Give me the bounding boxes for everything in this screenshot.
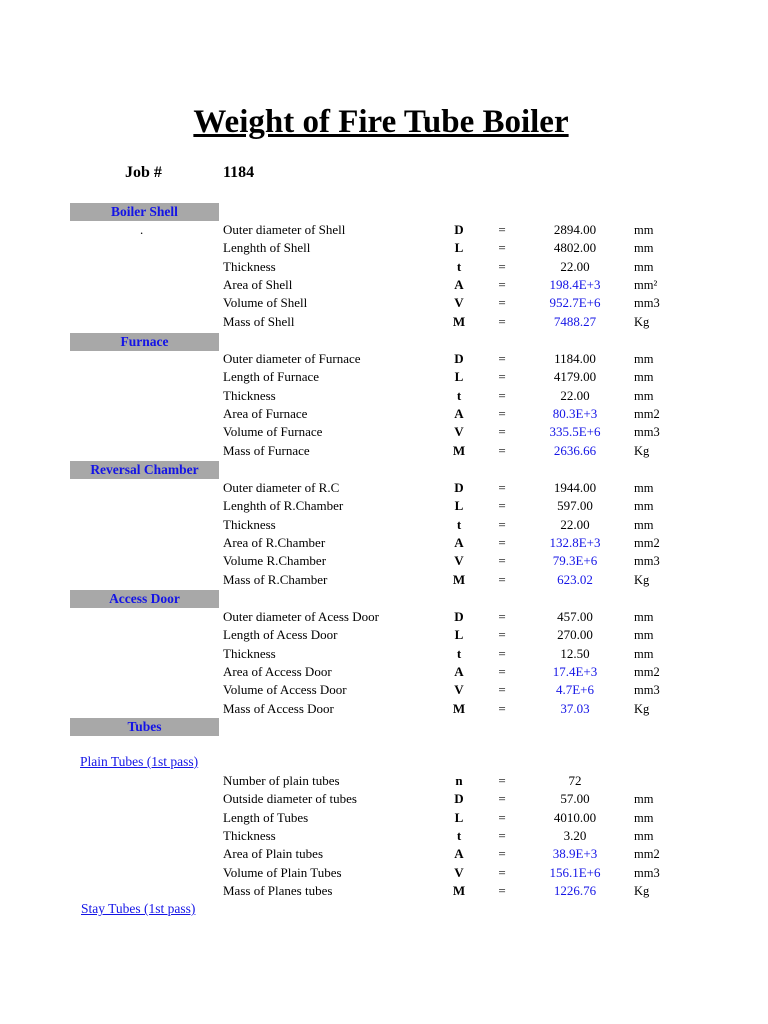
row-symbol: L: [454, 809, 464, 825]
row-value: 79.3E+6: [552, 553, 598, 569]
row-unit: mm: [634, 370, 654, 385]
row-symbol: L: [454, 498, 464, 514]
row-description: Outside diameter of tubes: [223, 791, 357, 807]
row-equals: =: [498, 864, 506, 880]
data-row: [0, 608, 768, 626]
row-equals: =: [498, 609, 506, 624]
row-symbol: t: [456, 516, 462, 532]
data-row: [0, 790, 768, 808]
section-header-boiler-shell: Boiler Shell: [70, 203, 219, 221]
row-description: Volume of Shell: [223, 295, 308, 311]
row-equals: =: [498, 480, 506, 495]
row-value: 156.1E+6: [549, 864, 601, 880]
row-value: 952.7E+6: [549, 295, 601, 311]
row-value: 132.8E+3: [549, 534, 601, 550]
row-description: Volume R.Chamber: [223, 553, 327, 569]
row-description: Volume of Plain Tubes: [223, 864, 342, 880]
row-description: Length of Acess Door: [223, 627, 338, 643]
row-value: 57.00: [560, 791, 590, 807]
row-equals: =: [498, 387, 506, 403]
row-equals: =: [498, 240, 506, 256]
row-description: Volume of Access Door: [223, 682, 347, 698]
row-equals: =: [498, 498, 506, 514]
row-symbol: t: [456, 827, 462, 843]
row-symbol: V: [454, 682, 464, 698]
row-description: Outer diameter of Shell: [223, 222, 346, 237]
row-equals: =: [498, 424, 506, 440]
row-equals: =: [498, 516, 506, 532]
row-symbol: M: [452, 700, 466, 716]
row-equals: =: [498, 351, 506, 366]
row-symbol: M: [452, 571, 466, 587]
row-equals: =: [498, 222, 506, 237]
row-symbol: D: [454, 609, 464, 624]
row-value: 4802.00: [553, 240, 597, 256]
data-row: [0, 571, 768, 589]
row-symbol: D: [454, 351, 464, 366]
page-title: Weight of Fire Tube Boiler: [193, 104, 569, 140]
data-row: [0, 845, 768, 863]
row-unit: mm: [634, 388, 654, 403]
row-description: Area of Furnace: [223, 405, 308, 421]
section-header-tubes: Tubes: [70, 718, 219, 736]
row-unit: mm: [634, 259, 654, 274]
row-equals: =: [498, 276, 506, 292]
data-row: [0, 313, 768, 331]
data-row: [0, 405, 768, 423]
stay-tubes-link[interactable]: Stay Tubes (1st pass): [81, 901, 196, 916]
row-equals: =: [498, 295, 506, 311]
row-description: Thickness: [223, 516, 276, 532]
row-value: 597.00: [557, 498, 593, 514]
row-unit: mm3: [634, 296, 660, 311]
row-unit: mm: [634, 241, 654, 256]
row-value: 22.00: [560, 258, 590, 274]
row-unit: mm: [634, 610, 654, 624]
row-unit: Kg: [634, 314, 650, 329]
data-row: [0, 294, 768, 312]
row-unit: Kg: [634, 701, 650, 716]
row-unit: mm: [634, 499, 654, 514]
row-symbol: A: [454, 276, 464, 292]
section-header-reversal-chamber: Reversal Chamber: [70, 461, 219, 479]
row-description: Lenghth of R.Chamber: [223, 498, 344, 514]
row-unit: Kg: [634, 443, 650, 458]
row-equals: =: [498, 553, 506, 569]
row-equals: =: [498, 571, 506, 587]
row-symbol: M: [452, 313, 466, 329]
data-row: [0, 864, 768, 882]
row-value: 623.02: [557, 571, 593, 587]
row-value: 1944.00: [553, 480, 597, 495]
row-description: Area of Plain tubes: [223, 846, 324, 862]
row-symbol: A: [454, 405, 464, 421]
data-row: [0, 882, 768, 900]
row-symbol: M: [452, 882, 466, 898]
row-unit: mm3: [634, 865, 660, 880]
row-equals: =: [498, 827, 506, 843]
data-row: [0, 772, 768, 790]
row-description: Outer diameter of Furnace: [223, 351, 361, 366]
row-equals: =: [498, 846, 506, 862]
row-unit: mm2: [634, 535, 660, 550]
row-value: 22.00: [560, 387, 590, 403]
row-description: Volume of Furnace: [223, 424, 323, 440]
data-row: [0, 387, 768, 405]
row-unit: mm3: [634, 554, 660, 569]
row-description: Mass of Planes tubes: [223, 882, 333, 898]
row-unit: mm: [634, 646, 654, 661]
job-number: 1184: [223, 164, 255, 181]
row-symbol: V: [454, 864, 464, 880]
row-value: 3.20: [563, 827, 587, 843]
data-row: [0, 663, 768, 681]
data-row: [0, 368, 768, 386]
row-description: Thickness: [223, 827, 276, 843]
row-description: Area of Shell: [223, 276, 293, 292]
row-value: 38.9E+3: [552, 846, 598, 862]
row-symbol: D: [454, 480, 464, 495]
row-description: Mass of Furnace: [223, 442, 310, 458]
row-description: Outer diameter of R.C: [223, 480, 340, 495]
row-unit: Kg: [634, 883, 650, 898]
row-description: Thickness: [223, 387, 276, 403]
row-unit: mm: [634, 223, 654, 237]
row-symbol: A: [454, 534, 464, 550]
data-row: [0, 552, 768, 570]
data-row: [0, 442, 768, 460]
row-symbol: t: [456, 258, 462, 274]
row-value: 37.03: [560, 700, 590, 716]
data-row: [0, 809, 768, 827]
row-description: Area of Access Door: [223, 663, 332, 679]
row-symbol: L: [454, 627, 464, 643]
row-symbol: A: [454, 846, 464, 862]
row-symbol: D: [454, 222, 464, 237]
row-unit: mm2: [634, 847, 660, 862]
row-value: 4010.00: [553, 809, 597, 825]
row-symbol: V: [454, 424, 464, 440]
row-symbol: M: [452, 442, 466, 458]
row-description: Outer diameter of Acess Door: [223, 609, 379, 624]
row-description: Area of R.Chamber: [223, 534, 326, 550]
data-row: [0, 350, 768, 368]
row-equals: =: [498, 313, 506, 329]
row-description: Thickness: [223, 258, 276, 274]
row-symbol: t: [456, 645, 462, 661]
data-row: [0, 239, 768, 257]
row-equals: =: [498, 773, 506, 788]
row-description: Mass of R.Chamber: [223, 571, 328, 587]
row-value: 4.7E+6: [555, 682, 595, 698]
row-value: 80.3E+3: [552, 405, 598, 421]
data-row: [0, 626, 768, 644]
row-equals: =: [498, 645, 506, 661]
data-row: [0, 258, 768, 276]
row-description: Length of Furnace: [223, 369, 320, 385]
data-row: [0, 700, 768, 718]
row-description: Lenghth of Shell: [223, 240, 311, 256]
row-equals: =: [498, 534, 506, 550]
row-symbol: V: [454, 295, 464, 311]
row-symbol: A: [454, 663, 464, 679]
row-value: 17.4E+3: [552, 663, 598, 679]
row-equals: =: [498, 663, 506, 679]
row-value: 335.5E+6: [549, 424, 601, 440]
row-value: 4179.00: [553, 369, 597, 385]
row-value: 72: [568, 773, 582, 788]
section-header-access-door: Access Door: [70, 590, 219, 608]
row-equals: =: [498, 882, 506, 898]
row-symbol: L: [454, 369, 464, 385]
row-unit: mm: [634, 792, 654, 807]
row-value: 1184.00: [554, 351, 596, 366]
row-value: 22.00: [560, 516, 590, 532]
row-unit: mm: [634, 810, 654, 825]
row-unit: mm2: [634, 406, 660, 421]
row-value: 198.4E+3: [549, 276, 601, 292]
row-unit: mm: [634, 352, 654, 366]
stray-dot: .: [140, 222, 144, 237]
row-description: Thickness: [223, 645, 276, 661]
row-value: 270.00: [557, 627, 593, 643]
row-value: 2894.00: [553, 222, 597, 237]
row-equals: =: [498, 700, 506, 716]
row-value: 7488.27: [553, 313, 597, 329]
data-row: [0, 221, 768, 239]
row-unit: mm2: [634, 664, 660, 679]
row-equals: =: [498, 405, 506, 421]
row-value: 457.00: [557, 609, 593, 624]
data-row: [0, 681, 768, 699]
row-value: 1226.76: [553, 882, 597, 898]
data-row: [0, 479, 768, 497]
data-row: [0, 534, 768, 552]
plain-tubes-link[interactable]: Plain Tubes (1st pass): [80, 754, 199, 769]
row-unit: mm: [634, 628, 654, 643]
row-unit: mm3: [634, 425, 660, 440]
row-equals: =: [498, 442, 506, 458]
row-unit: mm: [634, 517, 654, 532]
row-equals: =: [498, 369, 506, 385]
row-description: Length of Tubes: [223, 809, 309, 825]
row-description: Mass of Access Door: [223, 700, 334, 716]
row-equals: =: [498, 682, 506, 698]
row-equals: =: [498, 791, 506, 807]
row-unit: Kg: [634, 572, 650, 587]
section-header-furnace: Furnace: [70, 333, 219, 351]
data-row: [0, 276, 768, 294]
row-symbol: t: [456, 387, 462, 403]
row-value: 2636.66: [553, 442, 597, 458]
data-row: [0, 423, 768, 441]
data-row: [0, 516, 768, 534]
row-description: Mass of Shell: [223, 313, 295, 329]
data-row: [0, 497, 768, 515]
row-unit: mm: [634, 481, 654, 495]
data-row: [0, 827, 768, 845]
data-row: [0, 645, 768, 663]
row-equals: =: [498, 627, 506, 643]
row-equals: =: [498, 258, 506, 274]
row-value: 12.50: [560, 645, 590, 661]
row-unit: mm²: [634, 277, 658, 292]
job-label: Job #: [125, 164, 162, 181]
row-symbol: L: [454, 240, 464, 256]
row-description: Number of plain tubes: [223, 773, 340, 788]
row-symbol: D: [454, 791, 464, 807]
row-unit: mm: [634, 828, 654, 843]
row-symbol: n: [455, 773, 463, 788]
row-symbol: V: [454, 553, 464, 569]
row-unit: mm3: [634, 683, 660, 698]
row-equals: =: [498, 809, 506, 825]
